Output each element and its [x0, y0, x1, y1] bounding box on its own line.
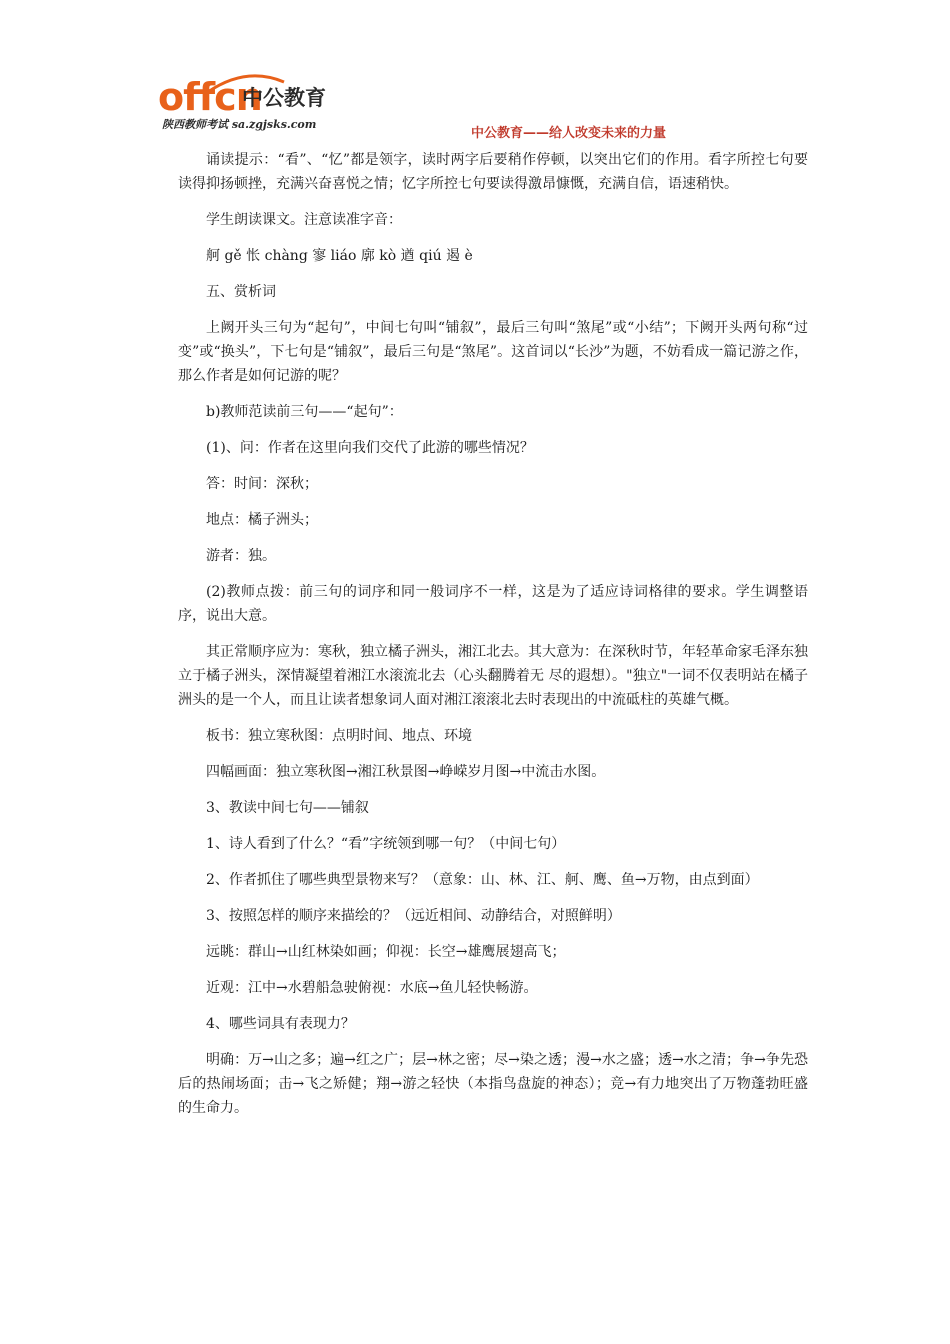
paragraph: 诵读提示：“看”、“忆”都是领字，读时两字后要稍作停顿，以突出它们的作用。看字所控七句要读得抑扬顿挫，充满兴奋喜悦之情；忆字所控七句要读得激昂慷慨，充满自信，语速稍快。: [178, 152, 808, 192]
paragraph: 答：时间：深秋；: [206, 476, 318, 492]
logo-cn-text: 中公教育: [242, 86, 326, 110]
paragraph: 其正常顺序应为：寒秋，独立橘子洲头，湘江北去。其大意为：在深秋时节，年轻革命家毛泽东独立于橘子洲头，深情凝望着湘江水滚流北去（心头翻腾着无 尽的遐想）。"独立"一词不仅表明站在橘子洲头的是一个人，而且让读者想象词人面对湘江滚滚北去时表现出的中流砥柱的英雄气概。: [178, 644, 808, 708]
paragraph: 3、教读中间七句——铺叙: [206, 800, 369, 816]
paragraph: 学生朗读课文。注意读准字音：: [206, 212, 402, 228]
paragraph: 四幅画面：独立寒秋图→湘江秋景图→峥嵘岁月图→中流击水图。: [206, 764, 606, 780]
paragraph: 近观：江中→水碧船急驶俯视：水底→鱼儿轻快畅游。: [206, 980, 538, 996]
paragraph: b)教师范读前三句——“起句”：: [206, 404, 403, 420]
paragraph: 3、按照怎样的顺序来描绘的？（远近相间、动静结合，对照鲜明）: [206, 908, 621, 924]
paragraph: 明确：万→山之多；遍→红之广；层→林之密；尽→染之透；漫→水之盛；透→水之清；争→争先恐后的热闹场面；击→飞之矫健；翔→游之轻快（本指鸟盘旋的神态）；竞→有力地突出了万物蓬勃旺盛的生命力。: [178, 1052, 808, 1116]
paragraph: 2、作者抓住了哪些典型景物来写？（意象：山、林、江、舸、鹰、鱼→万物，由点到面）: [206, 872, 759, 888]
logo-word: offcn: [158, 75, 262, 119]
paragraph: 五、赏析词: [206, 284, 276, 300]
paragraph: (2)教师点拨：前三句的词序和同一般词序不一样，这是为了适应诗词格律的要求。学生调整语序，说出大意。: [178, 584, 808, 624]
paragraph: 4、哪些词具有表现力？: [206, 1016, 355, 1032]
header-slogan: 中公教育——给人改变未来的力量: [471, 126, 667, 141]
document-body: [178, 148, 808, 1120]
paragraph: 远眺：群山→山红林染如画；仰视：长空→雄鹰展翅高飞；: [206, 944, 566, 960]
offcn-logo: [158, 72, 358, 132]
page-header: [0, 0, 950, 150]
paragraph: 游者：独。: [206, 548, 276, 564]
paragraph: 地点：橘子洲头；: [206, 512, 318, 528]
paragraph: 1、诗人看到了什么？“看”字统领到哪一句？（中间七句）: [206, 836, 566, 852]
paragraph: 板书：独立寒秋图：点明时间、地点、环境: [206, 728, 472, 744]
paragraph: 上阙开头三句为“起句”，中间七句叫“铺叙”，最后三句叫“煞尾”或“小结”；下阙开头两句称“过变”或“换头”，下七句是“铺叙”，最后三句是“煞尾”。这首词以“长沙”为题，不妨看成一篇记游之作，那么作者是如何记游的呢？: [178, 320, 808, 384]
logo-subtitle: 陕西教师考试 sa.zgjsks.com: [162, 118, 317, 131]
paragraph: 舸 gě 怅 chàng 寥 liáo 廓 kò 遒 qiú 遏 è: [206, 248, 473, 264]
paragraph: (1)、问：作者在这里向我们交代了此游的哪些情况？: [206, 440, 534, 456]
